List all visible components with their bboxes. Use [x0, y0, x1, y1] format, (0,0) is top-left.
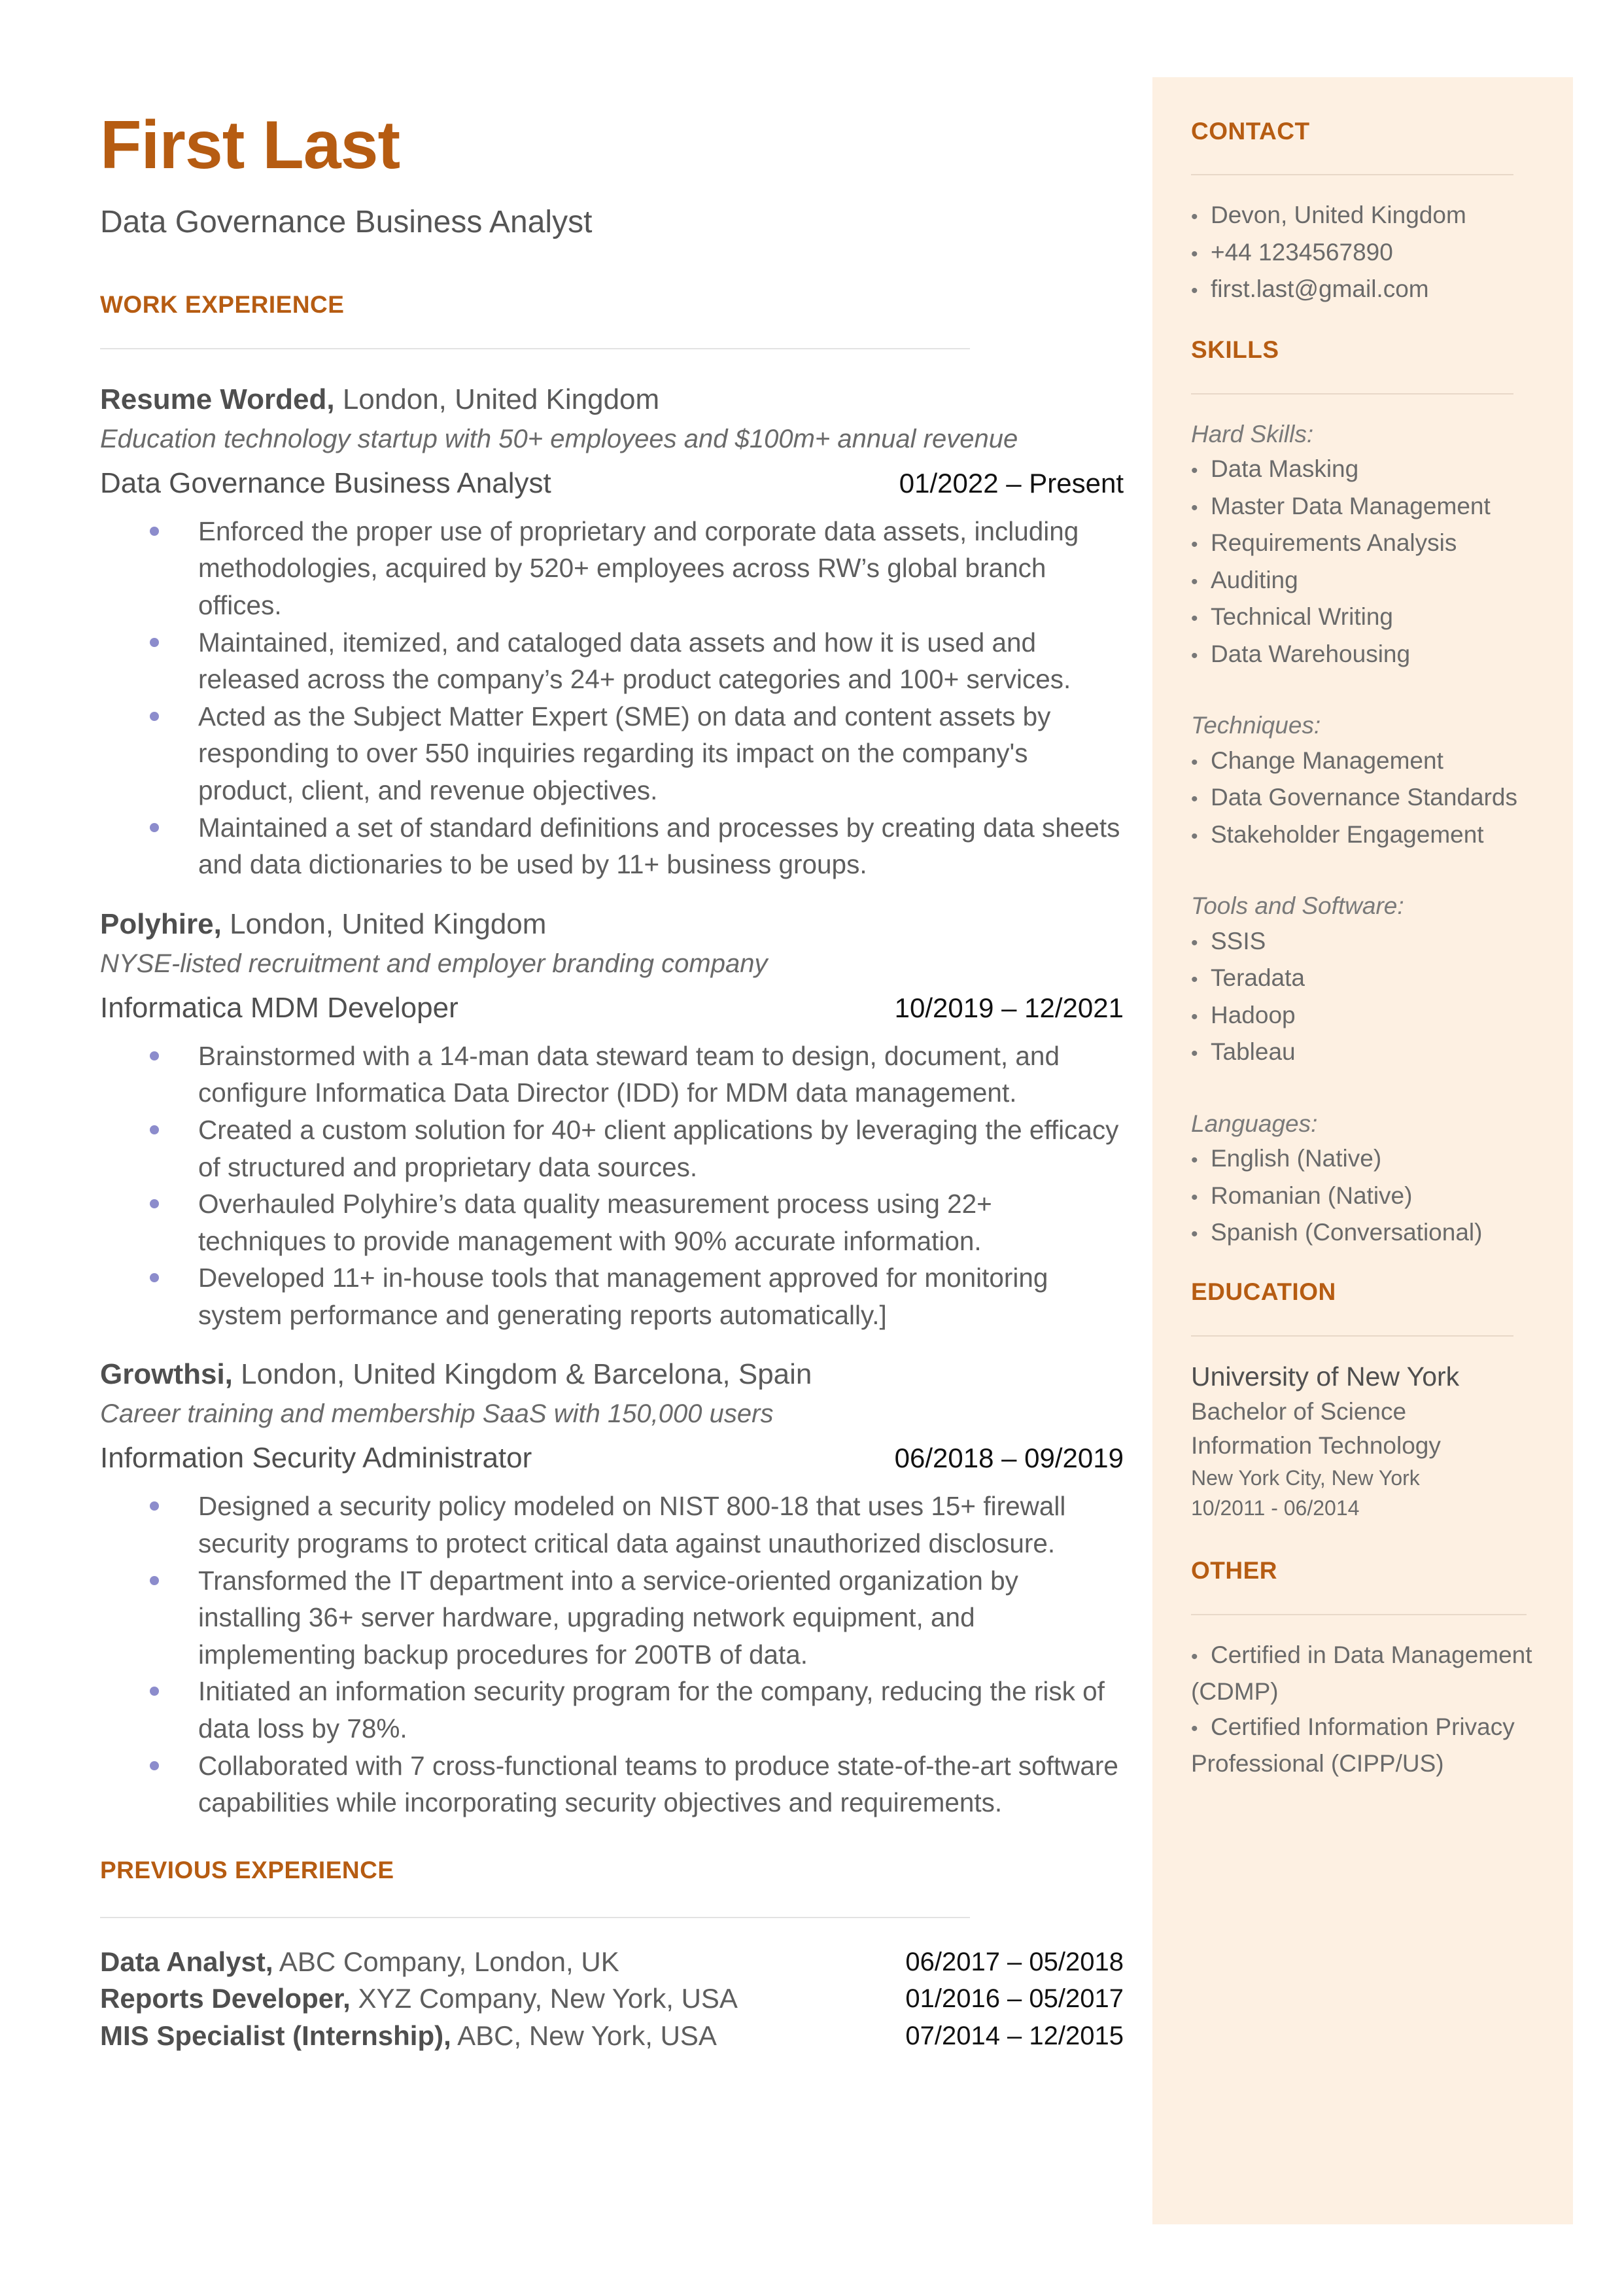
sidebar-item-text: first.last@gmail.com [1211, 275, 1429, 302]
sidebar-list-item [1191, 563, 1547, 600]
sidebar-list-item [1191, 1638, 1547, 1709]
sidebar-item-text: Requirements Analysis [1211, 529, 1457, 556]
bullet-icon: • [1191, 1149, 1198, 1171]
company-line [100, 1354, 1124, 1395]
bullet-list [100, 513, 1124, 883]
education-field: Information Technology [1191, 1431, 1441, 1459]
previous-role-org: ABC, New York, USA [451, 2020, 717, 2051]
bullet-dot-icon [150, 1051, 159, 1060]
previous-experience-row [100, 1980, 1124, 2018]
bullet-text: Initiated an information security program for the company, reducing the risk of data loss by 78%. [198, 1676, 1105, 1744]
bullet-text: Acted as the Subject Matter Expert (SME) on data and content assets by responding to over 550 inquiries regarding its impact on the company's product, client, and revenue objectives. [198, 701, 1051, 805]
other-heading: OTHER [1191, 1556, 1277, 1584]
sidebar-list-item [1191, 235, 1547, 272]
bullet-icon: • [1191, 751, 1198, 773]
skill-group-label: Tools and Software: [1191, 892, 1404, 919]
role-title: Data Governance Business Analyst [100, 466, 551, 499]
education-degree: Bachelor of Science [1191, 1397, 1407, 1425]
previous-experience-row [100, 1944, 1124, 1981]
bullet-dot-icon [150, 1576, 159, 1585]
bullet-item [100, 513, 1124, 624]
skill-group-list [1191, 924, 1547, 1072]
sidebar-list-item [1191, 924, 1547, 961]
company-description: Career training and membership SaaS with 150,000 users [100, 1399, 774, 1429]
bullet-item [100, 1259, 1124, 1333]
bullet-item [100, 1185, 1124, 1259]
bullet-dot-icon [150, 527, 159, 536]
bullet-item [100, 809, 1124, 883]
bullet-dot-icon [150, 823, 159, 832]
sidebar-list-item [1191, 998, 1547, 1035]
previous-role-org: ABC Company, London, UK [273, 1946, 619, 1977]
bullet-text: Overhauled Polyhire’s data quality measurement process using 22+ techniques to provide management with 90% accurate information. [198, 1189, 992, 1256]
other-list [1191, 1638, 1547, 1781]
sidebar-item-text: Certified in Data Management (CDMP) [1191, 1641, 1532, 1705]
sidebar-item-text: Stakeholder Engagement [1211, 820, 1484, 848]
bullet-dot-icon [150, 1501, 159, 1511]
bullet-icon: • [1191, 497, 1198, 519]
bullet-icon: • [1191, 608, 1198, 629]
sidebar-list-item [1191, 1709, 1547, 1781]
sidebar-list-item [1191, 1141, 1547, 1178]
sidebar-list-item [1191, 1215, 1547, 1252]
sidebar-item-text: Certified Information Privacy Professional (CIPP/US) [1191, 1713, 1515, 1777]
previous-role [100, 1980, 738, 2018]
sidebar-item-text: English (Native) [1211, 1145, 1382, 1172]
sidebar-item-text: Change Management [1211, 746, 1443, 774]
bullet-text: Collaborated with 7 cross-functional teams to produce state-of-the-art software capabilities while incorporating security objectives and requirements. [198, 1750, 1118, 1818]
bullet-item [100, 624, 1124, 698]
candidate-title: Data Governance Business Analyst [100, 205, 593, 239]
education-location: New York City, New York [1191, 1465, 1420, 1490]
bullet-item [100, 698, 1124, 809]
bullet-icon: • [1191, 969, 1198, 990]
sidebar-list-item [1191, 780, 1547, 817]
skill-group-list [1191, 1141, 1547, 1252]
role-title: Information Security Administrator [100, 1442, 532, 1475]
contact-list [1191, 198, 1547, 309]
candidate-name: First Last [100, 107, 400, 183]
bullet-item [100, 1112, 1124, 1185]
sidebar-item-text: SSIS [1211, 927, 1266, 955]
previous-role-title: Data Analyst, [100, 1946, 273, 1977]
skill-group [1191, 1106, 1547, 1252]
skills-heading: SKILLS [1191, 336, 1279, 363]
sidebar-list-item [1191, 817, 1547, 854]
bullet-text: Created a custom solution for 40+ client applications by leveraging the efficacy of structured and proprietary data sources. [198, 1114, 1119, 1182]
previous-experience-row [100, 2018, 1124, 2055]
jobs-list [100, 379, 1124, 1821]
sidebar-list-item [1191, 743, 1547, 780]
bullet-icon: • [1191, 788, 1198, 810]
contact-heading: CONTACT [1191, 118, 1310, 145]
company-description: NYSE-listed recruitment and employer branding company [100, 949, 768, 978]
bullet-icon: • [1191, 243, 1198, 265]
skill-group [1191, 888, 1547, 1072]
previous-role-org: XYZ Company, New York, USA [350, 1983, 738, 2014]
role-line [100, 458, 1124, 509]
bullet-icon: • [1191, 1043, 1198, 1064]
education-school: University of New York [1191, 1361, 1460, 1392]
divider [100, 348, 970, 349]
sidebar-list-item [1191, 1178, 1547, 1216]
skill-group-list [1191, 743, 1547, 854]
sidebar-item-text: Master Data Management [1211, 492, 1491, 519]
sidebar-list-item [1191, 1034, 1547, 1072]
divider [100, 1917, 970, 1918]
sidebar-item-text: Hadoop [1211, 1001, 1296, 1028]
bullet-dot-icon [150, 638, 159, 647]
bullet-icon: • [1191, 460, 1198, 482]
sidebar-item-text: Tableau [1211, 1038, 1296, 1065]
sidebar-item-text: Data Governance Standards [1211, 784, 1517, 811]
sidebar-item-text: Technical Writing [1211, 603, 1393, 630]
role-dates: 06/2018 – 09/2019 [894, 1443, 1124, 1474]
previous-role-dates: 01/2016 – 05/2017 [905, 1984, 1124, 2014]
bullet-icon: • [1191, 1006, 1198, 1028]
education-dates: 10/2011 - 06/2014 [1191, 1496, 1360, 1520]
bullet-dot-icon [150, 1273, 159, 1282]
bullet-icon: • [1191, 1645, 1198, 1668]
sidebar-list-item [1191, 960, 1547, 998]
previous-role [100, 1944, 619, 1981]
role-line [100, 983, 1124, 1034]
bullet-icon: • [1191, 206, 1198, 228]
job-entry [100, 1354, 1124, 1821]
sidebar-item-text: Spanish (Conversational) [1211, 1219, 1483, 1246]
previous-role [100, 2018, 717, 2055]
company-location: London, United Kingdom & Barcelona, Spain [232, 1358, 812, 1391]
company-description: Education technology startup with 50+ employees and $100m+ annual revenue [100, 424, 1018, 453]
bullet-text: Enforced the proper use of proprietary and corporate data assets, including methodologies, acquired by 520+ employees across RW’s global branch offices. [198, 516, 1079, 620]
bullet-icon: • [1191, 280, 1198, 302]
bullet-text: Maintained, itemized, and cataloged data assets and how it is used and released across the company’s 24+ product categories and 100+ services. [198, 627, 1071, 695]
sidebar-list-item [1191, 451, 1547, 489]
bullet-text: Designed a security policy modeled on NIST 800-18 that uses 15+ firewall security programs to protect critical data against unauthorized disclosure. [198, 1491, 1066, 1559]
sidebar-item-text: Auditing [1211, 566, 1298, 593]
bullet-list [100, 1488, 1124, 1821]
bullet-text: Developed 11+ in-house tools that management approved for monitoring system performance and generating reports automatically.] [198, 1263, 1048, 1330]
skill-group-label: Hard Skills: [1191, 420, 1314, 447]
previous-role-dates: 06/2017 – 05/2018 [905, 1947, 1124, 1976]
sidebar-item-text: Data Warehousing [1211, 640, 1411, 667]
skill-group-label: Languages: [1191, 1110, 1318, 1137]
skill-group-list [1191, 451, 1547, 673]
sidebar-item-text: Romanian (Native) [1211, 1182, 1413, 1209]
sidebar-list-item [1191, 272, 1547, 309]
sidebar-list-item [1191, 198, 1547, 235]
previous-experience-list [100, 1944, 1124, 2055]
bullet-icon: • [1191, 1717, 1198, 1740]
skill-group [1191, 708, 1547, 854]
sidebar-item-text: Data Masking [1211, 455, 1359, 482]
company-line [100, 904, 1124, 945]
sidebar-item-text: +44 1234567890 [1211, 238, 1393, 266]
bullet-dot-icon [150, 1761, 159, 1770]
previous-experience-heading: PREVIOUS EXPERIENCE [100, 1856, 394, 1883]
bullet-item [100, 1562, 1124, 1673]
bullet-list [100, 1038, 1124, 1334]
divider [1191, 1335, 1513, 1337]
skill-group-label: Techniques: [1191, 712, 1321, 739]
company-name: Resume Worded, [100, 383, 335, 415]
company-name: Polyhire, [100, 907, 222, 940]
role-title: Informatica MDM Developer [100, 991, 458, 1024]
company-location: London, United Kingdom [221, 907, 547, 940]
bullet-dot-icon [150, 712, 159, 721]
bullet-icon: • [1191, 570, 1198, 593]
divider [1191, 393, 1513, 394]
sidebar [1152, 77, 1573, 2224]
bullet-icon: • [1191, 1186, 1198, 1208]
bullet-text: Transformed the IT department into a service-oriented organization by installing 36+ server hardware, upgrading network equipment, and implementing backup procedures for 200TB of data. [198, 1565, 1018, 1670]
bullet-icon: • [1191, 825, 1198, 847]
divider [1191, 1614, 1527, 1615]
role-dates: 10/2019 – 12/2021 [894, 992, 1124, 1023]
bullet-icon: • [1191, 932, 1198, 954]
bullet-text: Maintained a set of standard definitions and processes by creating data sheets and data dictionaries to be used by 11+ business groups. [198, 812, 1120, 880]
bullet-icon: • [1191, 1223, 1198, 1245]
education-heading: EDUCATION [1191, 1278, 1336, 1305]
education-entry [1191, 1359, 1547, 1523]
bullet-item [100, 1038, 1124, 1112]
bullet-dot-icon [150, 1125, 159, 1134]
company-location: London, United Kingdom [334, 383, 660, 415]
sidebar-content [1191, 77, 1547, 1781]
job-entry [100, 379, 1124, 883]
bullet-item [100, 1673, 1124, 1747]
bullet-icon: • [1191, 534, 1198, 555]
previous-role-title: Reports Developer, [100, 1983, 351, 2014]
main-column [100, 107, 1124, 2054]
role-line [100, 1433, 1124, 1484]
role-dates: 01/2022 – Present [899, 467, 1124, 499]
work-experience-heading: WORK EXPERIENCE [100, 290, 345, 318]
sidebar-list-item [1191, 489, 1547, 526]
sidebar-list-item [1191, 525, 1547, 563]
bullet-text: Brainstormed with a 14-man data steward team to design, document, and configure Informatica Data Director (IDD) for MDM data management. [198, 1040, 1060, 1108]
bullet-dot-icon [150, 1687, 159, 1696]
bullet-item [100, 1488, 1124, 1562]
divider [1191, 174, 1513, 175]
sidebar-item-text: Teradata [1211, 964, 1305, 991]
bullet-dot-icon [150, 1199, 159, 1208]
previous-role-title: MIS Specialist (Internship), [100, 2020, 451, 2051]
sidebar-list-item [1191, 599, 1547, 637]
sidebar-list-item [1191, 637, 1547, 674]
bullet-icon: • [1191, 644, 1198, 667]
previous-role-dates: 07/2014 – 12/2015 [905, 2021, 1124, 2050]
bullet-item [100, 1747, 1124, 1821]
job-entry [100, 904, 1124, 1334]
skill-group [1191, 417, 1547, 674]
company-line [100, 379, 1124, 420]
sidebar-item-text: Devon, United Kingdom [1211, 201, 1466, 228]
skills-list [1191, 417, 1547, 1252]
company-name: Growthsi, [100, 1358, 233, 1391]
